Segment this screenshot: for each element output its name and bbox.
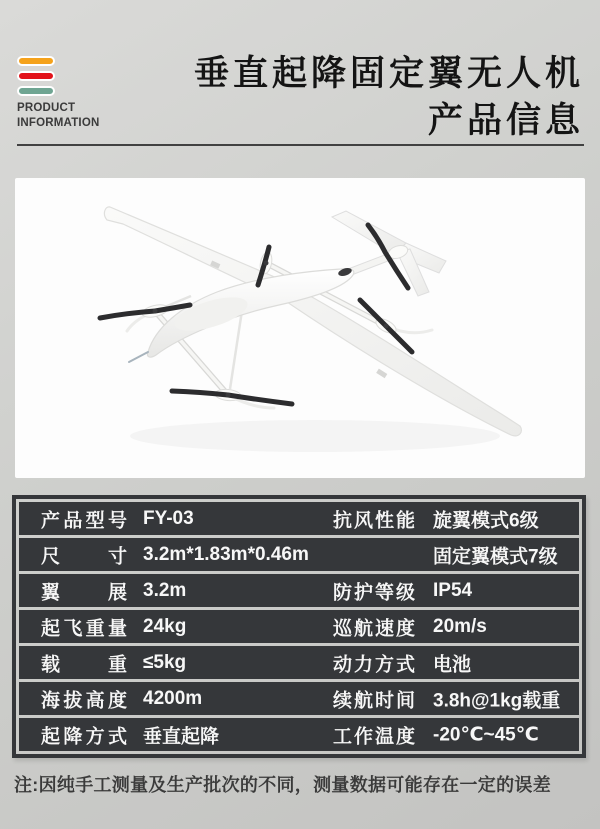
brand-logo	[17, 56, 55, 101]
page-title-line1: 垂直起降固定翼无人机	[193, 54, 584, 93]
spec-table	[12, 495, 586, 758]
page-title	[194, 50, 584, 144]
measurement-disclaimer: 注:因纯手工测量及生产批次的不同，测量数据可能存在一定的误差	[14, 775, 551, 795]
spec-value: 旋翼模式6级	[433, 510, 539, 531]
spec-label: 产品型号	[41, 510, 127, 531]
spec-label: 海拔高度	[41, 690, 127, 711]
spec-value: 3.2m*1.83m*0.46m	[143, 543, 309, 565]
logo-bar-red-icon	[17, 71, 55, 81]
spec-label: 防护等级	[333, 582, 415, 603]
spec-label: 尺寸	[41, 546, 127, 567]
drone-photo	[15, 178, 585, 478]
spec-label: 续航时间	[333, 690, 415, 711]
spec-value: IP54	[433, 579, 473, 601]
wing-hatch	[376, 369, 387, 379]
logo-caption	[17, 101, 99, 131]
header-divider	[17, 144, 584, 146]
motor-hub	[153, 309, 158, 314]
logo-caption-line1: PRODUCT	[17, 102, 76, 114]
spec-value: 固定翼模式7级	[433, 546, 558, 567]
spec-label: 起飞重量	[41, 618, 127, 639]
motor-hub	[384, 324, 389, 329]
spec-label: 翼展	[41, 582, 127, 603]
spec-row-takeoff-weight	[19, 610, 579, 643]
spec-label: 起降方式	[41, 726, 127, 747]
spec-label: 抗风性能	[333, 510, 415, 531]
product-photo-panel	[15, 178, 585, 478]
spec-value: 垂直起降	[143, 726, 220, 747]
spec-row-size	[19, 538, 579, 571]
spec-value: 电池	[433, 654, 472, 675]
spec-value: 20m/s	[433, 615, 487, 637]
drone-shadow	[130, 420, 500, 452]
logo-bar-teal-icon	[17, 86, 55, 96]
spec-row-wingspan	[19, 574, 579, 607]
spec-row-takeoff-mode	[19, 718, 579, 751]
motor-hub	[264, 261, 269, 266]
nose-pitot	[129, 352, 148, 362]
spec-value: FY-03	[143, 507, 194, 529]
spec-value: 24kg	[143, 615, 187, 637]
spec-value: 4200m	[143, 687, 203, 709]
spec-label: 载重	[41, 654, 127, 675]
spec-value: 3.2m	[143, 579, 187, 601]
motor-hub	[226, 393, 231, 398]
logo-caption-line2: INFORMATION	[17, 117, 100, 129]
logo-bar-orange-icon	[17, 56, 55, 66]
spec-row-model	[19, 502, 579, 535]
spec-row-altitude	[19, 682, 579, 715]
spec-value: 3.8h@1kg载重	[433, 690, 561, 711]
spec-label: 工作温度	[333, 726, 415, 747]
page-title-line2: 产品信息	[427, 101, 584, 140]
spec-value: ≤5kg	[143, 651, 187, 673]
spec-row-payload	[19, 646, 579, 679]
spec-value: -20℃~45℃	[433, 724, 539, 745]
spec-label: 动力方式	[333, 654, 415, 675]
spec-label: 巡航速度	[333, 618, 415, 639]
